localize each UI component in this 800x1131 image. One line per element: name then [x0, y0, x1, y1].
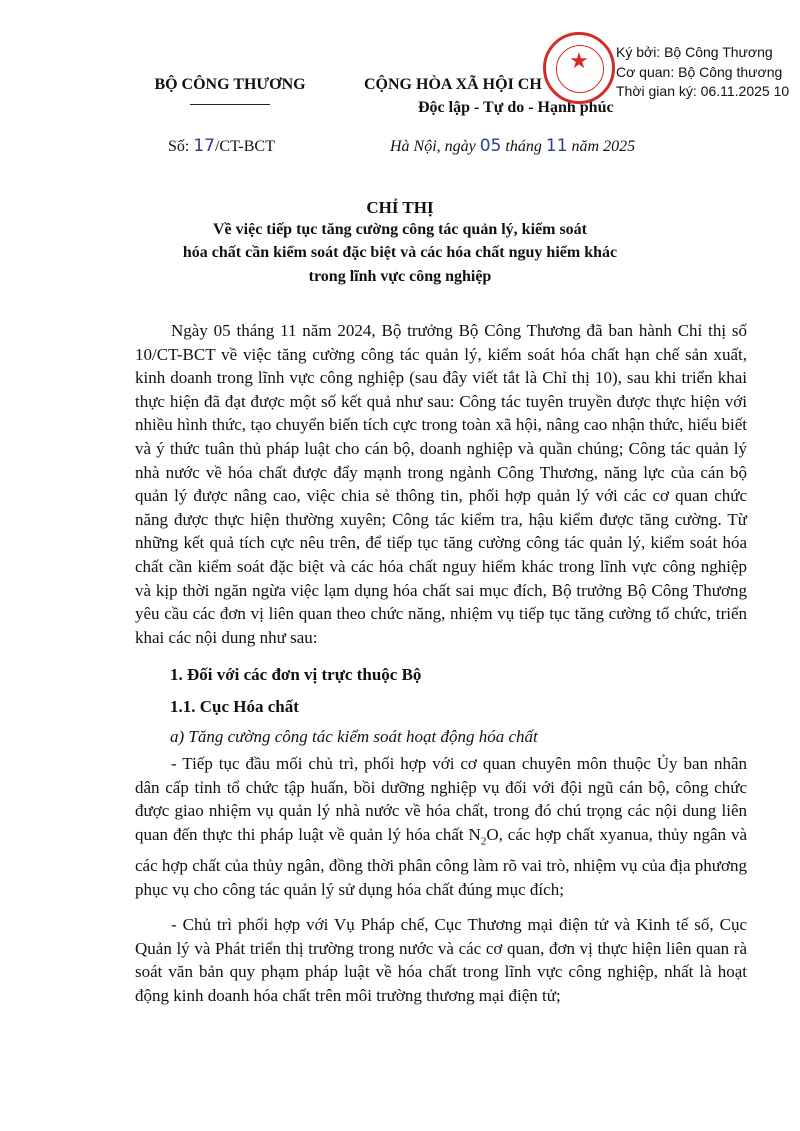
- section-1-1-heading: 1.1. Cục Hóa chất: [170, 697, 299, 716]
- intro-paragraph: Ngày 05 tháng 11 năm 2024, Bộ trưởng Bộ Công Thương đã ban hành Chỉ thị số 10/CT-BCT về việc tăng cường công tác quản lý, kiểm soát hóa chất hạn chế sản xuất, kinh doanh trong lĩnh vực công nghiệp (sau đây viết tắt là Chỉ thị 10), sau khi triển khai thực hiện đã đạt được một số kết quả như sau: Công tác tuyên truyền được thực hiện với nhiều hình thức, tạo chuyển biến tích cực trong toàn xã hội, nâng cao nhận thức, hiểu biết và ý thức tuân thủ pháp luật cho cán bộ, doanh nghiệp và quần chúng; Công tác quản lý nhà nước về hóa chất được đẩy mạnh trong ngành Công Thương, năng lực của cán bộ quản lý được nâng cao, việc chia sẻ thông tin, phối hợp quản lý với các cơ quan chức năng được thực hiện thường xuyên; Công tác kiểm tra, hậu kiểm được tăng cường. Từ những kết quả tích cực nêu trên, để tiếp tục tăng cường công tác quản lý, kiểm soát hóa chất cần kiểm soát đặc biệt và các hóa chất nguy hiểm khác trong lĩnh vực công nghiệp và kịp thời ngăn ngừa việc lạm dụng hóa chất sai mục đích, Bộ trưởng Bộ Công Thương yêu cầu các đơn vị liên quan theo chức năng, nhiệm vụ tiếp tục tăng cường tổ chức, triển khai các nội dung như sau:: [135, 321, 747, 647]
- document-number: [168, 136, 275, 156]
- title-line-2: hóa chất cần kiểm soát đặc biệt và các hóa chất nguy hiểm khác: [182, 244, 618, 261]
- title-line-3: trong lĩnh vực công nghiệp: [308, 268, 492, 285]
- signature-signed-by: Ký bởi: Bộ Công Thương: [616, 44, 773, 60]
- ministry-underline: [190, 104, 270, 105]
- signature-time: Thời gian ký: 06.11.2025 10: [616, 83, 790, 99]
- signature-agency: Cơ quan: Bộ Công thương: [616, 64, 783, 80]
- national-motto: Độc lập - Tự do - Hạnh phúc: [418, 99, 614, 116]
- intro-block: [135, 319, 747, 649]
- number-suffix: /CT-BCT: [214, 138, 275, 155]
- bullet-1-paragraph: [135, 752, 747, 902]
- red-seal-icon: ★: [543, 32, 615, 104]
- bullet-1-text-after: O, các hợp chất xyanua, thủy ngân và các hợp chất của thủy ngân, đồng thời phân công làm rõ vai trò, nhiệm vụ của địa phương phục vụ cho công tác quản lý sử dụng hóa chất đúng mục đích;: [135, 825, 747, 899]
- handwritten-month: 11: [545, 136, 568, 156]
- bullet-2-paragraph: - Chủ trì phối hợp với Vụ Pháp chế, Cục Thương mại điện tử và Kinh tế số, Cục Quản lý và Phát triển thị trường trong nước và các cơ quan, đơn vị thực hiện liên quan rà soát văn bản quy phạm pháp luật về hóa chất trong lĩnh vực công nghiệp, nhất là hoạt động kinh doanh hóa chất trên môi trường thương mại điện tử;: [135, 915, 747, 1006]
- bullet-1-block: [135, 752, 747, 902]
- bullet-1-text-before: - Tiếp tục đầu mối chủ trì, phối hợp với cơ quan chuyên môn thuộc Ủy ban nhân dân cấp tỉnh tổ chức tập huấn, bồi dưỡng nghiệp vụ đối với đội ngũ cán bộ, công chức được giao nhiệm vụ quản lý nhà nước về hóa chất, trong đó chú trọng các nội dung liên quan đến thực thi pháp luật về quản lý hóa chất N: [135, 754, 747, 845]
- document-type: CHỈ THỊ: [366, 198, 434, 217]
- ministry-name: BỘ CÔNG THƯƠNG: [154, 76, 306, 93]
- year-text: năm 2025: [571, 138, 636, 155]
- bullet-2-block: [135, 913, 747, 1008]
- subsection-a-heading: a) Tăng cường công tác kiểm soát hoạt động hóa chất: [170, 727, 538, 746]
- republic-name: CỘNG HÒA XÃ HỘI CH: [364, 76, 542, 93]
- bullet-1-subscript: 2: [480, 835, 487, 848]
- date-prefix: Hà Nội, ngày: [390, 138, 476, 155]
- issue-date: [390, 136, 635, 156]
- section-1-heading: 1. Đối với các đơn vị trực thuộc Bộ: [170, 665, 422, 684]
- handwritten-day: 05: [479, 136, 502, 156]
- month-label: tháng: [505, 138, 542, 155]
- title-line-1: Về việc tiếp tục tăng cường công tác quản lý, kiểm soát: [213, 221, 587, 238]
- number-prefix: Số:: [168, 138, 190, 155]
- handwritten-number: 17: [193, 136, 215, 156]
